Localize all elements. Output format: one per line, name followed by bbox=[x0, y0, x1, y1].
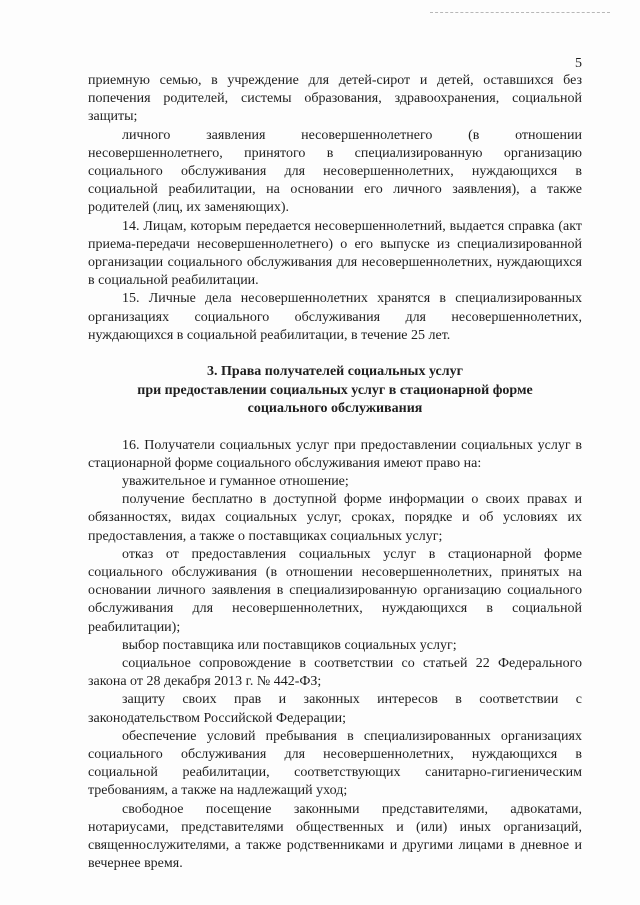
paragraph: уважительное и гуманное отношение; bbox=[122, 473, 349, 489]
paragraph: 14. Лицам, которым передается несовершеннолетний, выдается справка (акт приема-передачи несовершеннолетнего) о его выпуске из специализированной организации социального обслуживания для несовершеннолетних, нуждающихся в социальной реабилитации. bbox=[88, 218, 582, 289]
paragraph: отказ от предоставления социальных услуг в стационарной форме социального обслуживания (в отношении несовершеннолетних, принятых на основании личного заявления в специализированную организацию социального обслуживания для несовершеннолетних, нуждающихся в социальной реабилитации); bbox=[88, 546, 582, 635]
section-heading bbox=[88, 363, 582, 419]
paragraph: личного заявления несовершеннолетнего (в отношении несовершеннолетнего, принятого в специализированную организацию социального обслуживания для несовершеннолетних, нуждающихся в социальной реабилитации, на основании его личного заявления), а также родителей (лиц, их заменяющих). bbox=[88, 127, 582, 216]
paragraphs-after-heading bbox=[88, 437, 582, 874]
paragraph: защиту своих прав и законных интересов в соответствии с законодательством Российской Федерации; bbox=[88, 692, 582, 726]
paragraph: получение бесплатно в доступной форме информации о своих правах и обязанностях, видах социальных услуг, сроках, порядке и об условиях их предоставления, а также о поставщиках социальных услуг; bbox=[88, 492, 582, 544]
paragraph: свободное посещение законными представителями, адвокатами, нотариусами, представителями общественных и (или) иных организаций, священнослужителями, а также родственниками и другими лицами в дневное и вечернее время. bbox=[88, 801, 582, 872]
document-body bbox=[88, 72, 582, 873]
paragraph: приемную семью, в учреждение для детей-сирот и детей, оставшихся без попечения родителей, системы образования, здравоохранения, социальной защиты; bbox=[88, 73, 582, 125]
paragraphs-before-heading bbox=[88, 72, 582, 345]
page-number: 5 bbox=[575, 56, 582, 71]
paragraph: социальное сопровождение в соответствии со статьей 22 Федерального закона от 28 декабря 2013 г. № 442-ФЗ; bbox=[88, 655, 582, 690]
paragraph: 15. Личные дела несовершеннолетних хранятся в специализированных организациях социального обслуживания для несовершеннолетних, нуждающихся в социальной реабилитации, в течение 25 лет. bbox=[88, 291, 582, 343]
section-heading-line: 3. Права получателей социальных услуг bbox=[207, 364, 463, 380]
paragraph: 16. Получатели социальных услуг при предоставлении социальных услуг в стационарной форме социального обслуживания имеют право на: bbox=[88, 437, 582, 471]
scan-artifact bbox=[430, 12, 610, 19]
paragraph: обеспечение условий пребывания в специализированных организациях социального обслуживания для несовершеннолетних, нуждающихся в социальной реабилитации, соответствующих санитарно-гигиеническим требованиям, а также на надлежащий уход; bbox=[88, 728, 582, 799]
section-heading-line: при предоставлении социальных услуг в стационарной форме bbox=[137, 382, 533, 398]
section-heading-line: социального обслуживания bbox=[247, 401, 423, 417]
paragraph: выбор поставщика или поставщиков социальных услуг; bbox=[122, 637, 457, 653]
